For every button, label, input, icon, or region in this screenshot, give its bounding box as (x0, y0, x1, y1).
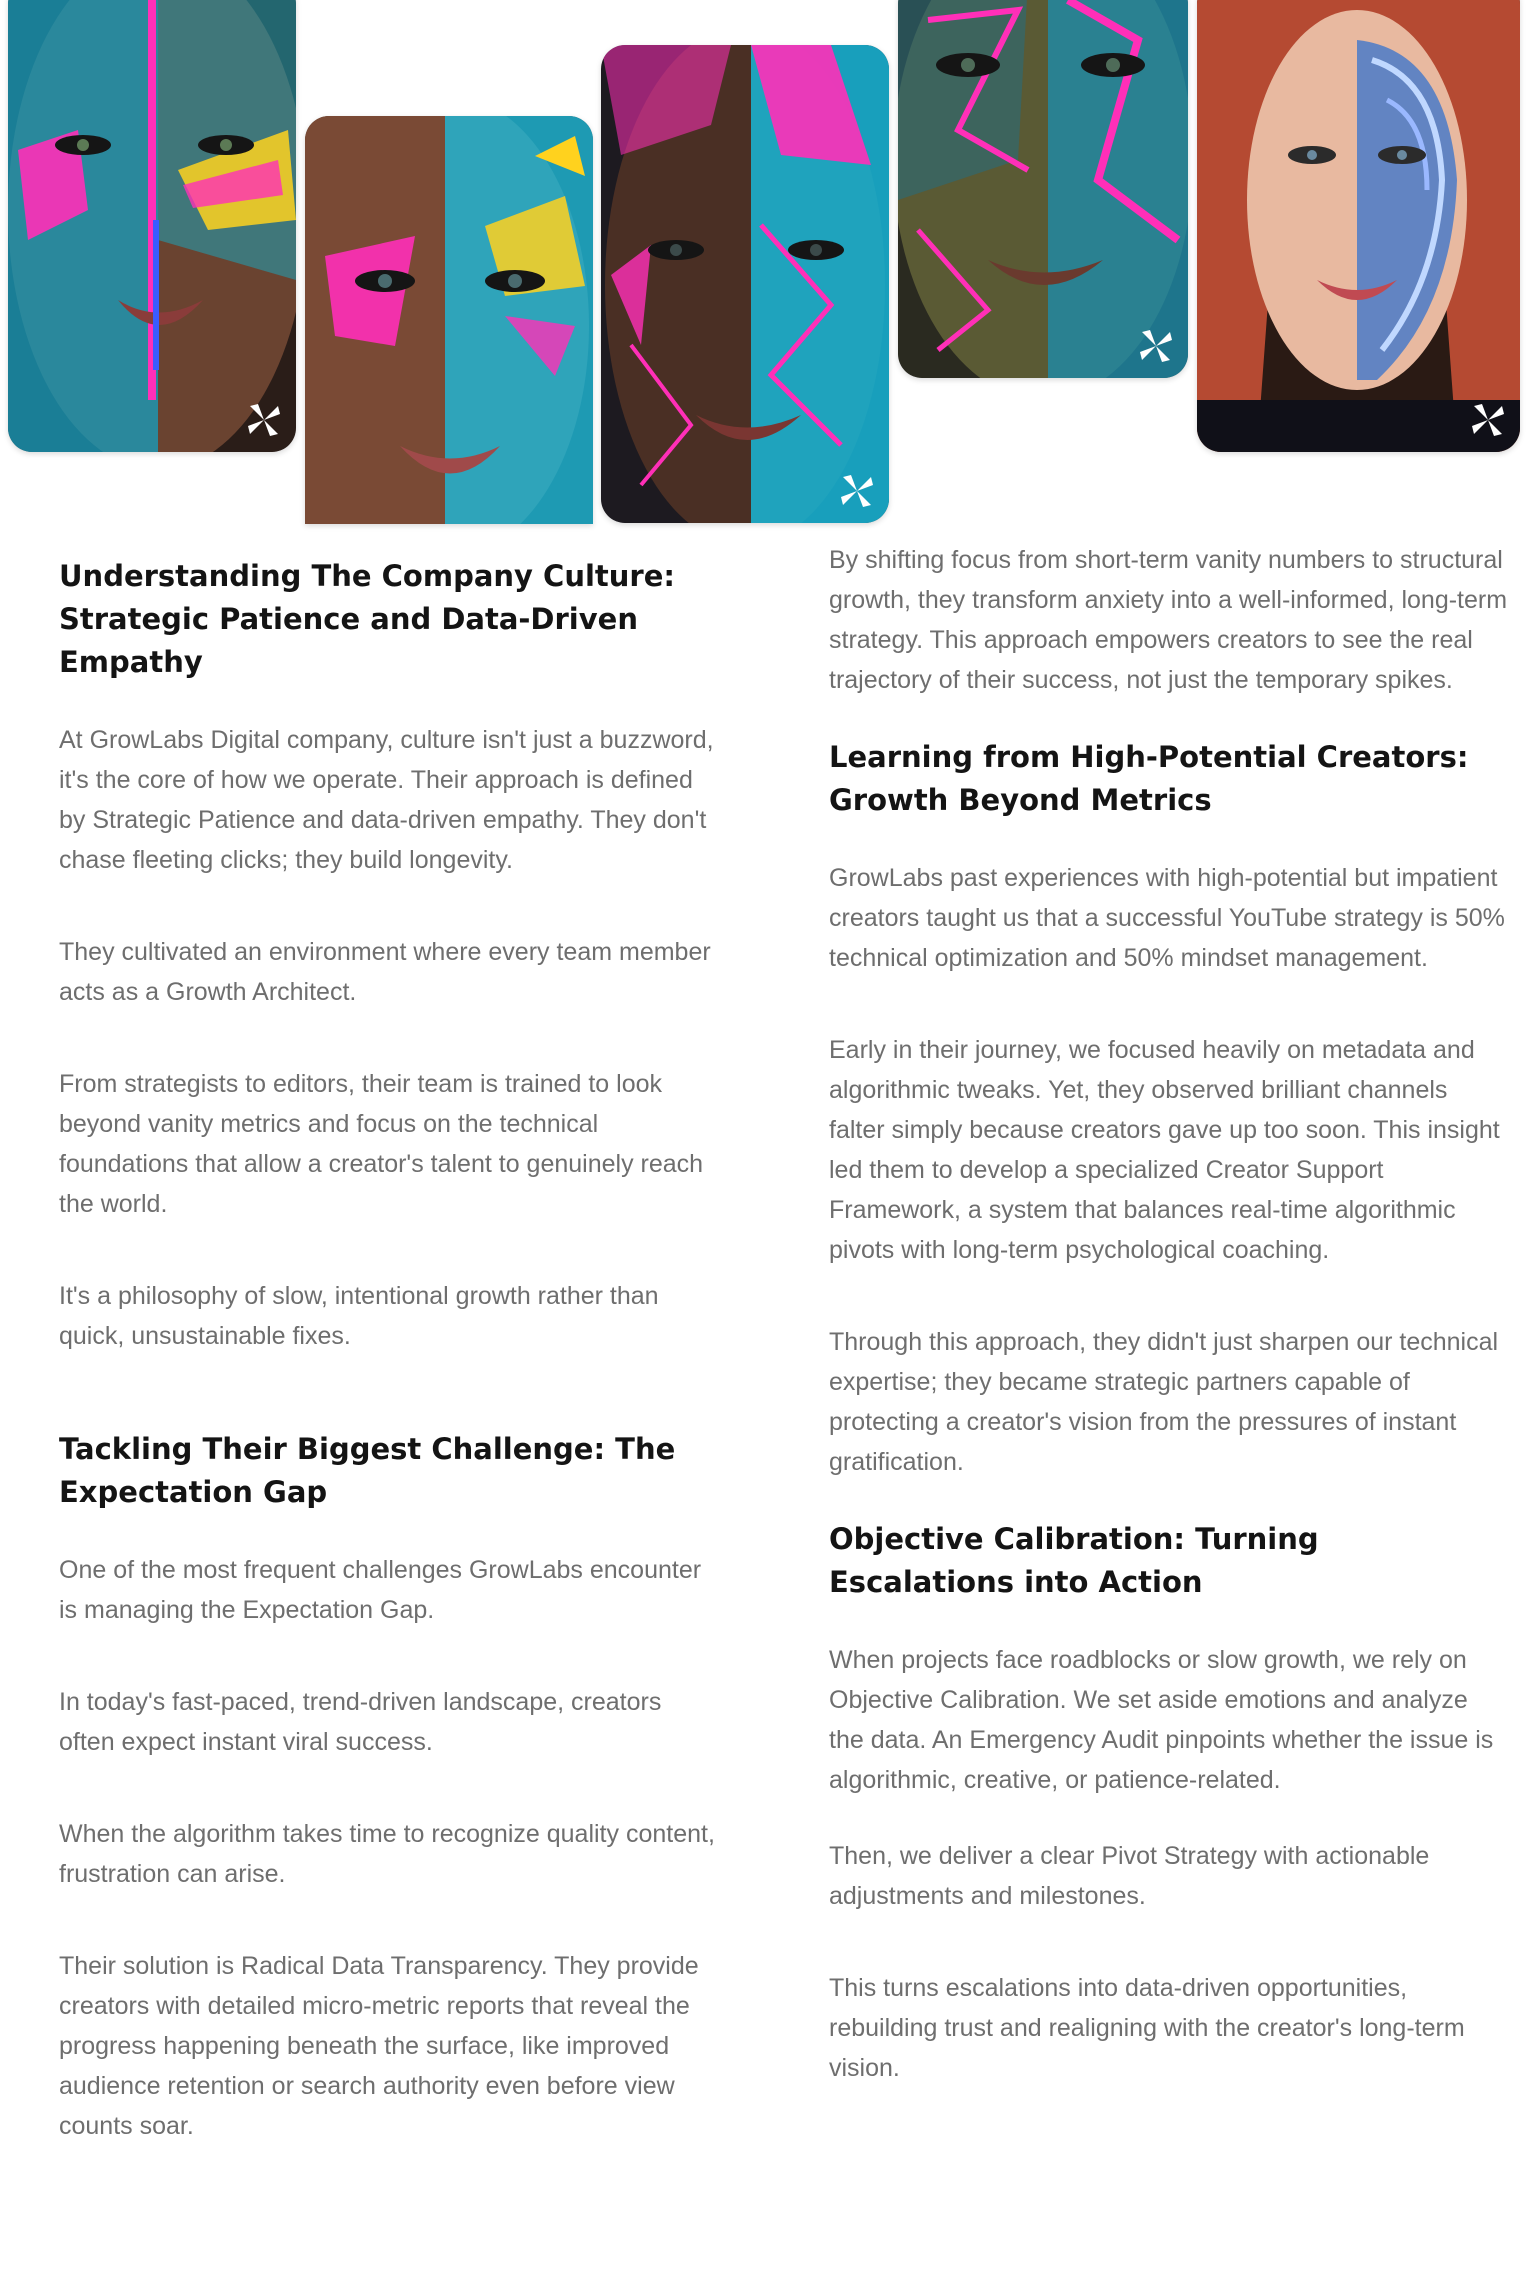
portrait-holographic-face-5 (1197, 0, 1520, 452)
brand-pinwheel-icon (242, 398, 286, 442)
photo-gallery (0, 0, 1540, 530)
heading-objective-calibration: Objective Calibration: Turning Escalations into Action (829, 1522, 1319, 1599)
paragraph-strategic-partners: Through this approach, they didn't just sharpen our technical expertise; they became strategic partners capable of protecting a creator's vision from the pressures of instant gratification. (829, 1328, 1499, 1476)
paragraph-expectation-gap: One of the most frequent challenges GrowLabs encounter is managing the Expectation Gap. (59, 1556, 702, 1624)
article-right-column (829, 540, 1509, 2088)
heading-company-culture: Understanding The Company Culture: Strategic Patience and Data-Driven Empathy (59, 559, 675, 679)
paragraph-culture-intro: At GrowLabs Digital company, culture isn't just a buzzword, it's the core of how we operate. Their approach is defined by Strategic Patience and data-driven empathy. They don't chase fleeting clicks; they build longevity. (59, 726, 714, 874)
paragraph-data-transparency: Their solution is Radical Data Transparency. They provide creators with detailed micro-metric reports that reveal the progress happening beneath the surface, like improved audience retention or search authority even before view counts soar. (59, 1952, 699, 2140)
portrait-neon-face-2 (305, 116, 593, 524)
paragraph-escalations: This turns escalations into data-driven opportunities, rebuilding trust and realigning with the creator's long-term vision. (829, 1974, 1465, 2082)
article-left-column (59, 540, 719, 2146)
brand-pinwheel-icon (835, 469, 879, 513)
paragraph-past-experiences: GrowLabs past experiences with high-potential but impatient creators taught us that a successful YouTube strategy is 50% technical optimization and 50% mindset management. (829, 864, 1505, 972)
gallery-photo-5[interactable] (1197, 0, 1520, 452)
portrait-neon-face-1 (8, 0, 296, 452)
heading-expectation-gap: Tackling Their Biggest Challenge: The Expectation Gap (59, 1432, 676, 1509)
gallery-photo-1[interactable] (8, 0, 296, 452)
heading-high-potential-creators: Learning from High-Potential Creators: Growth Beyond Metrics (829, 740, 1469, 817)
gallery-photo-2[interactable] (305, 116, 593, 524)
paragraph-growth-architect: They cultivated an environment where every team member acts as a Growth Architect. (59, 938, 711, 1006)
paragraph-instant-success: In today's fast-paced, trend-driven landscape, creators often expect instant viral success. (59, 1688, 662, 1756)
paragraph-philosophy: It's a philosophy of slow, intentional growth rather than quick, unsustainable fixes. (59, 1282, 659, 1350)
paragraph-structural-growth: By shifting focus from short-term vanity numbers to structural growth, they transform anxiety into a well-informed, long-term strategy. This approach empowers creators to see the real trajectory of their success, not just the temporary spikes. (829, 546, 1508, 694)
paragraph-team-training: From strategists to editors, their team is trained to look beyond vanity metrics and focus on the technical foundations that allow a creator's talent to genuinely reach the world. (59, 1070, 704, 1218)
paragraph-pivot-strategy: Then, we deliver a clear Pivot Strategy with actionable adjustments and milestones. (829, 1842, 1430, 1910)
paragraph-frustration: When the algorithm takes time to recognize quality content, frustration can arise. (59, 1820, 715, 1888)
paragraph-emergency-audit: When projects face roadblocks or slow growth, we rely on Objective Calibration. We set aside emotions and analyze the data. An Emergency Audit pinpoints whether the issue is algorithmic, creative, or patience-related. (829, 1646, 1494, 1794)
paragraph-early-journey: Early in their journey, we focused heavily on metadata and algorithmic tweaks. Yet, they observed brilliant channels falter simply because creators gave up too soon. This insight led them to develop a specialized Creator Support Framework, a system that balances real-time algorithmic pivots with long-term psychological coaching. (829, 1036, 1500, 1264)
brand-pinwheel-icon (1466, 398, 1510, 442)
gallery-photo-3[interactable] (601, 45, 889, 523)
portrait-neon-face-4 (898, 0, 1188, 378)
gallery-photo-4[interactable] (898, 0, 1188, 378)
portrait-neon-face-3 (601, 45, 889, 523)
brand-pinwheel-icon (1134, 324, 1178, 368)
